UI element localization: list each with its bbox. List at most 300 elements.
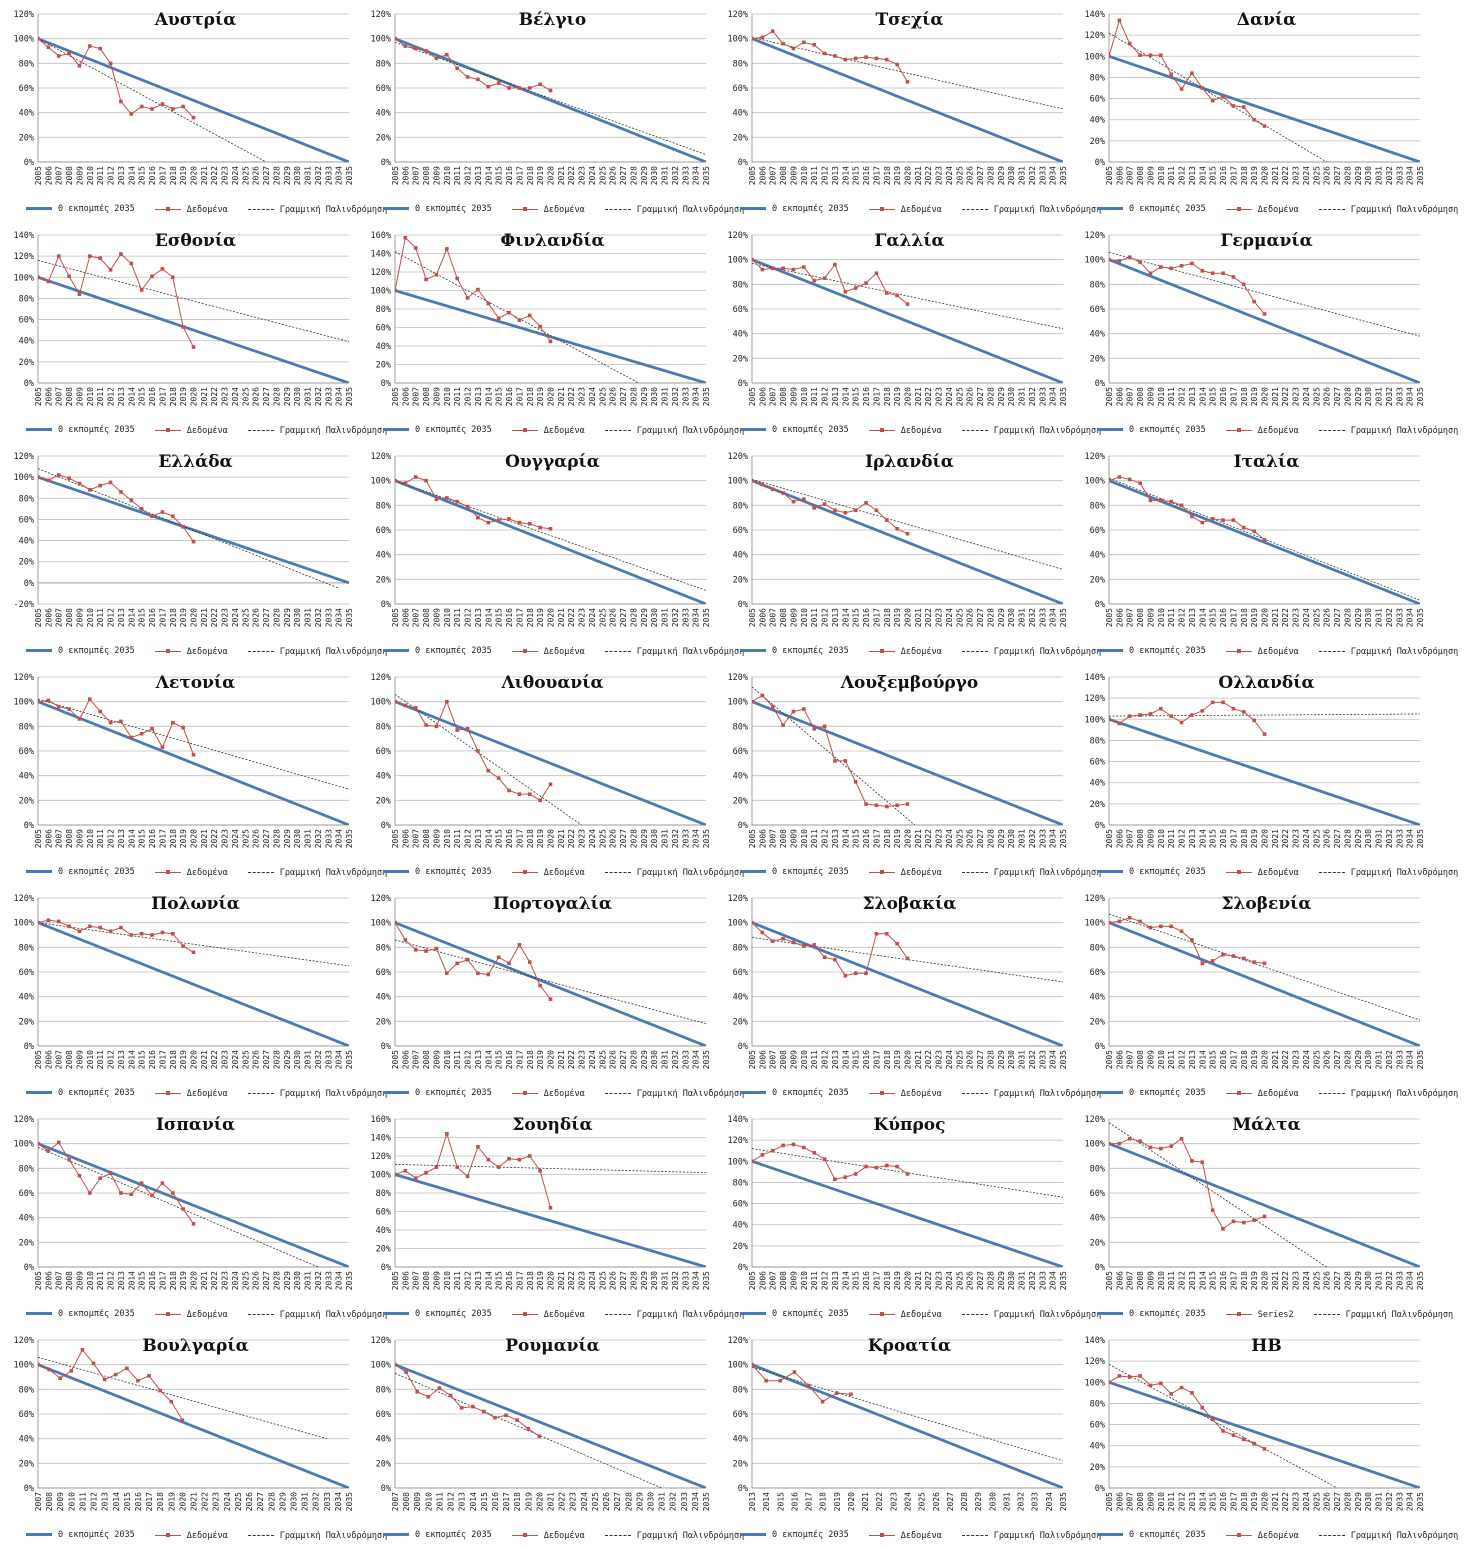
x-tick-label: 2017 [872, 608, 882, 628]
x-tick-label: 2028 [629, 166, 639, 186]
x-tick-label: 2016 [1219, 829, 1229, 849]
y-tick-label: 80% [1089, 1399, 1105, 1410]
x-tick-label: 2032 [1027, 166, 1037, 186]
x-tick-label: 2025 [955, 1271, 965, 1291]
x-tick-label: 2012 [106, 829, 116, 849]
data-point [538, 526, 542, 530]
data-point [885, 805, 889, 809]
data-point [1211, 1208, 1215, 1212]
chart-title: Ιταλία [1233, 452, 1300, 472]
data-point [161, 931, 165, 935]
x-tick-label: 2022 [567, 1050, 577, 1070]
y-tick-label: 80% [1089, 1164, 1105, 1175]
chart-svg [357, 884, 714, 1105]
data-point [1221, 1227, 1225, 1231]
x-tick-label: 2023 [934, 829, 944, 849]
x-tick-label: 2024 [1301, 1271, 1311, 1291]
y-tick-label: 60% [1089, 94, 1105, 105]
y-tick-label: 20% [1089, 136, 1105, 147]
x-tick-label: 2009 [432, 608, 442, 628]
y-tick-label: 60% [18, 315, 34, 326]
legend-regression-label: Γραμμική Παλινδρόμηση [636, 646, 745, 657]
legend-regression [1319, 1089, 1458, 1099]
data-point [781, 937, 785, 941]
x-tick-label: 2020 [1260, 1492, 1270, 1512]
legend-data-label: Δεδομένα [900, 1309, 942, 1320]
data-point [455, 277, 459, 281]
x-tick-label: 2027 [256, 1492, 266, 1512]
data-point [70, 1369, 74, 1373]
x-tick-label: 2031 [303, 166, 313, 186]
data-point [435, 1165, 439, 1169]
y-tick-label: 60% [18, 515, 34, 526]
x-tick-label: 2034 [334, 166, 344, 186]
legend-target [26, 1530, 135, 1540]
data-point [792, 941, 796, 945]
data-point [812, 727, 816, 731]
x-tick-label: 2011 [1167, 829, 1177, 849]
x-tick-label: 2009 [1146, 1271, 1156, 1291]
chart-title: Κροατία [867, 1336, 952, 1356]
y-tick-label: 80% [1089, 73, 1105, 84]
x-tick-label: 2019 [893, 387, 903, 407]
legend-data-label: Δεδομένα [543, 425, 585, 436]
x-tick-label: 2026 [608, 1050, 618, 1070]
chart-title: Γερμανία [1220, 231, 1313, 251]
legend-regression-label: Γραμμική Παλινδρόμηση [279, 425, 388, 436]
x-tick-label: 2015 [1208, 1271, 1218, 1291]
legend-regression-swatch [605, 1535, 631, 1536]
x-tick-label: 2025 [241, 387, 251, 407]
y-tick-label: 120% [727, 1136, 748, 1147]
data-point [854, 508, 858, 512]
data-point [812, 279, 816, 283]
data-point [424, 479, 428, 483]
data-point [864, 55, 868, 59]
legend-data [869, 647, 942, 657]
y-tick-label: 100% [727, 697, 748, 708]
data-point [487, 769, 491, 773]
data-point [414, 47, 418, 51]
chart-legend [718, 203, 1102, 217]
y-tick-label: 40% [732, 992, 748, 1003]
x-tick-label: 2033 [1395, 829, 1405, 849]
data-point [1232, 1220, 1236, 1224]
plot-area [393, 37, 706, 162]
x-tick-label: 2018 [525, 608, 535, 628]
data-point [1263, 1215, 1267, 1219]
data-point [1149, 53, 1153, 57]
x-tick-label: 2027 [976, 166, 986, 186]
data-point [476, 749, 480, 753]
data-point [497, 955, 501, 959]
data-point [1118, 1374, 1122, 1378]
legend-target-swatch [383, 870, 409, 873]
data-point [1221, 95, 1225, 99]
legend-data-label: Δεδομένα [1257, 1088, 1299, 1099]
x-tick-label: 2006 [1115, 387, 1125, 407]
x-tick-label: 2006 [44, 608, 54, 628]
x-tick-label: 2014 [484, 166, 494, 186]
x-tick-label: 2015 [137, 1050, 147, 1070]
x-tick-label: 2033 [1038, 1050, 1048, 1070]
x-tick-label: 2031 [660, 608, 670, 628]
x-tick-label: 2016 [505, 1271, 515, 1291]
x-tick-label: 2027 [619, 1271, 629, 1291]
x-tick-label: 2008 [422, 166, 432, 186]
y-tick-label: 60% [732, 84, 748, 94]
plot-area [36, 252, 349, 383]
data-point [538, 1434, 542, 1438]
x-tick-label: 2011 [453, 1271, 463, 1291]
x-tick-label: 2013 [473, 387, 483, 407]
data-point [435, 497, 439, 501]
x-tick-label: 2024 [944, 829, 954, 849]
x-tick-label: 2025 [233, 1492, 243, 1512]
data-point [771, 705, 775, 709]
x-tick-label: 2021 [556, 1050, 566, 1070]
x-tick-label: 2006 [758, 608, 768, 628]
chart-title: Μάλτα [1232, 1115, 1301, 1135]
data-point [445, 53, 449, 57]
x-tick-label: 2024 [944, 608, 954, 628]
x-tick-label: 2029 [1353, 387, 1363, 407]
data-point [812, 43, 816, 47]
data-point [504, 1413, 508, 1417]
x-tick-label: 2014 [484, 1050, 494, 1070]
data-point [1169, 1144, 1173, 1148]
y-tick-label: 20% [18, 557, 34, 568]
data-point [1242, 710, 1246, 714]
x-tick-label: 2023 [577, 166, 587, 186]
x-tick-label: 2006 [44, 1271, 54, 1291]
x-tick-label: 2015 [137, 829, 147, 849]
x-tick-label: 2033 [1038, 608, 1048, 628]
x-tick-label: 2014 [127, 1050, 137, 1070]
x-tick-label: 2015 [137, 608, 147, 628]
data-point [119, 926, 123, 930]
x-tick-label: 2012 [1177, 608, 1187, 628]
x-tick-label: 2006 [401, 829, 411, 849]
x-tick-label: 2034 [334, 829, 344, 849]
data-point [1180, 504, 1184, 508]
data-point [771, 1149, 775, 1153]
legend-target-label: 0 εκπομπές 2035 [415, 645, 492, 656]
x-tick-label: 2025 [1312, 608, 1322, 628]
data-point [404, 44, 408, 48]
x-tick-label: 2016 [148, 829, 158, 849]
data-point [854, 971, 858, 975]
x-tick-label: 2016 [148, 1050, 158, 1070]
chart-svg [1071, 0, 1428, 221]
x-tick-label: 2022 [210, 1050, 220, 1070]
x-tick-label: 2034 [691, 387, 701, 407]
x-tick-label: 2026 [1322, 1271, 1332, 1291]
x-tick-label: 2028 [629, 608, 639, 628]
regression-line [752, 263, 1063, 328]
x-tick-label: 2034 [691, 1271, 701, 1291]
x-tick-label: 2034 [1048, 608, 1058, 628]
x-tick-label: 2016 [148, 387, 158, 407]
y-tick-label: 100% [370, 286, 391, 297]
plot-area [36, 1141, 349, 1267]
y-tick-label: 80% [18, 494, 34, 505]
data-point [1232, 518, 1236, 522]
y-tick-label: 40% [375, 771, 391, 782]
x-tick-label: 2016 [862, 166, 872, 186]
data-point [802, 497, 806, 501]
data-point [109, 268, 113, 272]
x-tick-label: 2016 [148, 608, 158, 628]
data-point [414, 706, 418, 710]
data-point [1232, 104, 1236, 108]
data-point [1169, 714, 1173, 718]
x-tick-label: 2029 [639, 387, 649, 407]
data-point [507, 86, 511, 90]
data-point [1252, 529, 1256, 533]
x-tick-label: 2010 [799, 387, 809, 407]
legend-regression [1319, 868, 1458, 878]
y-tick-label: 100% [727, 34, 748, 45]
x-tick-label: 2008 [779, 1050, 789, 1070]
x-tick-label: 2005 [34, 1050, 43, 1070]
x-tick-label: 2024 [944, 166, 954, 186]
data-point [750, 1363, 754, 1367]
data-point [1190, 1391, 1194, 1395]
data-point [1107, 1142, 1111, 1146]
x-tick-label: 2032 [668, 1492, 678, 1512]
y-tick-label: 60% [1089, 526, 1105, 536]
legend-data-label: Δεδομένα [186, 1530, 228, 1541]
y-tick-label: 80% [375, 59, 391, 70]
legend-target [740, 1088, 849, 1098]
data-point [88, 1191, 92, 1195]
data-point [1149, 1384, 1153, 1388]
data-point [487, 85, 491, 89]
x-tick-label: 2029 [278, 1492, 288, 1512]
x-tick-label: 2029 [1353, 829, 1363, 849]
x-tick-label: 2005 [391, 1271, 400, 1291]
x-tick-label: 2027 [1333, 608, 1343, 628]
x-tick-label: 2017 [158, 166, 168, 186]
x-tick-label: 2021 [913, 608, 923, 628]
x-tick-label: 2009 [75, 1271, 85, 1291]
data-point [518, 521, 522, 525]
legend-data-label: Δεδομένα [900, 425, 942, 436]
x-tick-label: 2031 [660, 829, 670, 849]
legend-target-label: 0 εκπομπές 2035 [415, 203, 492, 214]
target-line [1109, 923, 1420, 1046]
y-tick-label: 60% [18, 1410, 34, 1420]
x-tick-label: 2005 [34, 608, 43, 628]
legend-target-label: 0 εκπομπές 2035 [58, 424, 135, 435]
data-point [823, 276, 827, 280]
data-point [98, 256, 102, 260]
chart-legend [4, 424, 388, 438]
data-point [150, 1194, 154, 1198]
x-tick-label: 2035 [345, 829, 354, 849]
data-point [140, 732, 144, 736]
chart-panel [357, 221, 745, 442]
x-tick-label: 2023 [1291, 166, 1301, 186]
legend-target-label: 0 εκπομπές 2035 [1129, 424, 1206, 435]
legend-regression-swatch [1314, 1314, 1340, 1315]
x-tick-label: 2029 [996, 387, 1006, 407]
y-tick-label: 80% [732, 1385, 748, 1396]
data-point [1263, 312, 1267, 316]
x-tick-label: 2010 [442, 387, 452, 407]
x-tick-label: 2013 [473, 1271, 483, 1291]
legend-regression-swatch [248, 1314, 274, 1315]
data-point [1169, 72, 1173, 76]
y-tick-label: 120% [1084, 231, 1105, 241]
data-point [424, 278, 428, 282]
legend-data [869, 426, 942, 436]
x-tick-label: 2026 [1322, 1050, 1332, 1070]
x-tick-label: 2019 [893, 829, 903, 849]
data-point [169, 1400, 173, 1404]
x-tick-label: 2013 [1187, 829, 1197, 849]
legend-regression [1319, 1531, 1458, 1541]
x-tick-label: 2025 [1312, 1050, 1322, 1070]
data-point [515, 1418, 519, 1422]
chart-panel [357, 0, 745, 221]
x-tick-label: 2006 [1115, 166, 1125, 186]
data-point [1118, 475, 1122, 479]
regression-line [752, 37, 1063, 109]
x-tick-label: 2018 [525, 387, 535, 407]
x-tick-label: 2014 [468, 1492, 478, 1512]
x-tick-label: 2010 [442, 829, 452, 849]
x-tick-label: 2012 [1177, 1271, 1187, 1291]
x-tick-label: 2018 [1239, 608, 1249, 628]
x-tick-label: 2013 [116, 829, 126, 849]
y-tick-label: 80% [1089, 943, 1105, 954]
x-tick-label: 2013 [457, 1492, 467, 1512]
x-tick-label: 2020 [903, 166, 913, 186]
y-tick-label: 120% [727, 231, 748, 241]
x-tick-label: 2007 [34, 1492, 43, 1512]
legend-target-label: 0 εκπομπές 2035 [58, 203, 135, 214]
legend-regression-label: Γραμμική Παλινδρόμηση [993, 425, 1102, 436]
x-tick-label: 2026 [1322, 166, 1332, 186]
y-tick-label: 120% [370, 1336, 391, 1346]
data-point [427, 1395, 431, 1399]
y-tick-label: 60% [732, 968, 748, 978]
data-point [150, 933, 154, 937]
data-point [147, 1374, 151, 1378]
x-tick-label: 2023 [577, 829, 587, 849]
x-tick-label: 2033 [681, 829, 691, 849]
x-tick-label: 2030 [988, 1492, 998, 1512]
x-tick-label: 2024 [944, 1271, 954, 1291]
x-tick-label: 2017 [515, 829, 525, 849]
data-point [875, 1166, 879, 1170]
x-tick-label: 2017 [872, 166, 882, 186]
x-tick-label: 2035 [1416, 387, 1425, 407]
plot-area [36, 469, 349, 588]
data-point [47, 1368, 51, 1372]
x-tick-label: 2021 [199, 1050, 209, 1070]
x-tick-label: 2026 [965, 1050, 975, 1070]
x-tick-label: 2033 [322, 1492, 332, 1512]
x-tick-label: 2017 [872, 829, 882, 849]
x-tick-label: 2032 [670, 608, 680, 628]
data-point [854, 286, 858, 290]
x-tick-label: 2005 [1105, 829, 1114, 849]
y-tick-label: 80% [732, 501, 748, 512]
regression-line [1109, 1364, 1337, 1488]
x-tick-label: 2015 [1208, 1492, 1218, 1512]
x-tick-label: 2006 [401, 608, 411, 628]
chart-legend [361, 424, 745, 438]
x-tick-label: 2025 [598, 829, 608, 849]
x-tick-label: 2033 [1395, 166, 1405, 186]
data-point [1180, 721, 1184, 725]
x-tick-label: 2029 [1353, 1050, 1363, 1070]
x-tick-label: 2034 [1048, 829, 1058, 849]
data-point [466, 1175, 470, 1179]
x-tick-label: 2012 [106, 608, 116, 628]
x-tick-label: 2018 [168, 829, 178, 849]
x-tick-label: 2013 [830, 608, 840, 628]
data-point [161, 1181, 165, 1185]
chart-legend [1075, 645, 1459, 659]
y-tick-label: 0% [380, 379, 391, 389]
x-tick-label: 2016 [505, 1050, 515, 1070]
chart-panel [1071, 663, 1459, 884]
data-point [812, 506, 816, 510]
x-tick-label: 2011 [810, 829, 820, 849]
x-tick-label: 2035 [1059, 1050, 1068, 1070]
x-tick-label: 2028 [986, 608, 996, 628]
x-tick-label: 2033 [324, 829, 334, 849]
data-point [445, 700, 449, 704]
legend-target [1097, 425, 1206, 435]
data-point [1159, 265, 1163, 269]
data-point [1221, 701, 1225, 705]
legend-data-swatch [155, 209, 181, 210]
x-tick-label: 2031 [1374, 1492, 1384, 1512]
legend-target [383, 204, 492, 214]
x-tick-label: 2030 [1364, 1050, 1374, 1070]
plot-area [393, 921, 706, 1046]
y-tick-label: 140% [1084, 673, 1105, 683]
y-tick-label: 0% [380, 158, 391, 168]
x-tick-label: 2005 [1105, 608, 1114, 628]
data-point [802, 1146, 806, 1150]
y-tick-label: 80% [1089, 736, 1105, 747]
y-tick-label: 20% [732, 354, 748, 365]
x-tick-label: 2030 [1007, 1271, 1017, 1291]
data-point [181, 325, 185, 329]
y-tick-label: 0% [380, 1042, 391, 1052]
x-tick-label: 2008 [65, 166, 75, 186]
x-tick-label: 2017 [1229, 387, 1239, 407]
data-point [192, 950, 196, 954]
data-point [435, 725, 439, 729]
x-tick-label: 2019 [536, 166, 546, 186]
chart-panel [714, 1105, 1102, 1326]
legend-data-label: Δεδομένα [900, 1088, 942, 1099]
x-tick-label: 2022 [210, 1271, 220, 1291]
x-tick-label: 2008 [1136, 1492, 1146, 1512]
x-tick-label: 2019 [893, 1271, 903, 1291]
x-tick-label: 2011 [810, 166, 820, 186]
x-tick-label: 2030 [1364, 166, 1374, 186]
data-point [1118, 920, 1122, 924]
y-tick-label: 120% [727, 894, 748, 904]
